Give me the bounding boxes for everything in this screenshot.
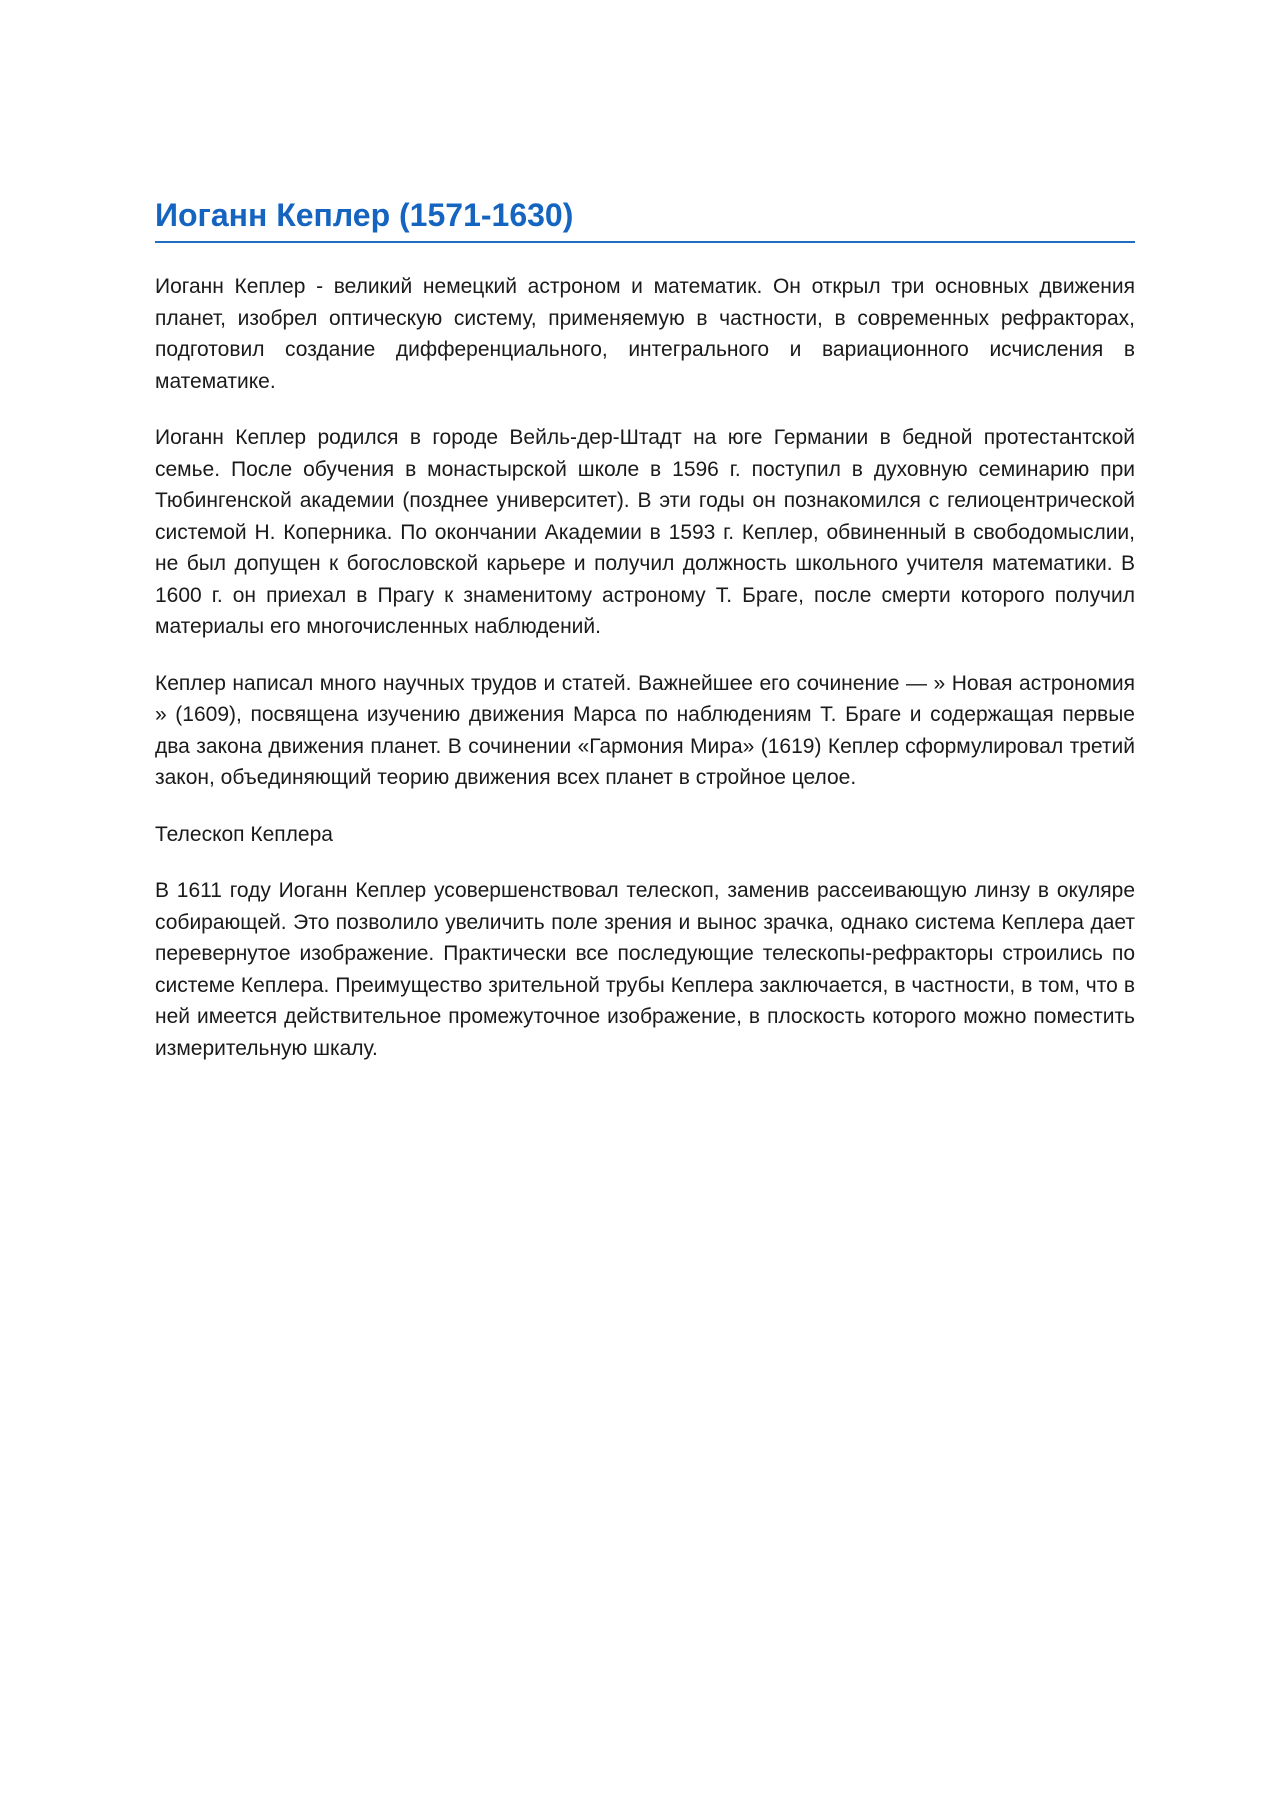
paragraph-intro: Иоганн Кеплер - великий немецкий астроном и математик. Он открыл три основных движения планет, изобрел оптическую систему, применяемую в частности, в современных рефракторах, подготовил создание дифференциального, интегрального и вариационного исчисления в математике.	[155, 275, 1135, 393]
document-body	[155, 271, 1135, 1064]
paragraph-biography: Иоганн Кеплер родился в городе Вейль-дер-Штадт на юге Германии в бедной протестантской семье. После обучения в монастырской школе в 1596 г. поступил в духовную семинарию при Тюбингенской академии (позднее университет). В эти годы он познакомился с гелиоцентрической системой Н. Коперника. По окончании Академии в 1593 г. Кеплер, обвиненный в свободомыслии, не был допущен к богословской карьере и получил должность школьного учителя математики. В 1600 г. он приехал в Прагу к знаменитому астроному Т. Браге, после смерти которого получил материалы его многочисленных наблюдений.	[155, 426, 1135, 638]
paragraph-telescope: В 1611 году Иоганн Кеплер усовершенствовал телескоп, заменив рассеивающую линзу в окуляре собирающей. Это позволило увеличить поле зрения и вынос зрачка, однако система Кеплера дает перевернутое изображение. Практически все последующие телескопы-рефракторы строились по системе Кеплера. Преимущество зрительной трубы Кеплера заключается, в частности, в том, что в ней имеется действительное промежуточное изображение, в плоскость которого можно поместить измерительную шкалу.	[155, 879, 1135, 1060]
document-page	[155, 193, 1135, 1089]
paragraph-works: Кеплер написал много научных трудов и статей. Важнейшее его сочинение — » Новая астрономия » (1609), посвящена изучению движения Марса по наблюдениям Т. Браге и содержащая первые два закона движения планет. В сочинении «Гармония Мира» (1619) Кеплер сформулировал третий закон, объединяющий теорию движения всех планет в стройное целое.	[155, 671, 1135, 789]
page-title: Иоганн Кеплер (1571-1630)	[155, 193, 1135, 243]
section-heading-telescope: Телескоп Кеплера	[155, 822, 333, 846]
